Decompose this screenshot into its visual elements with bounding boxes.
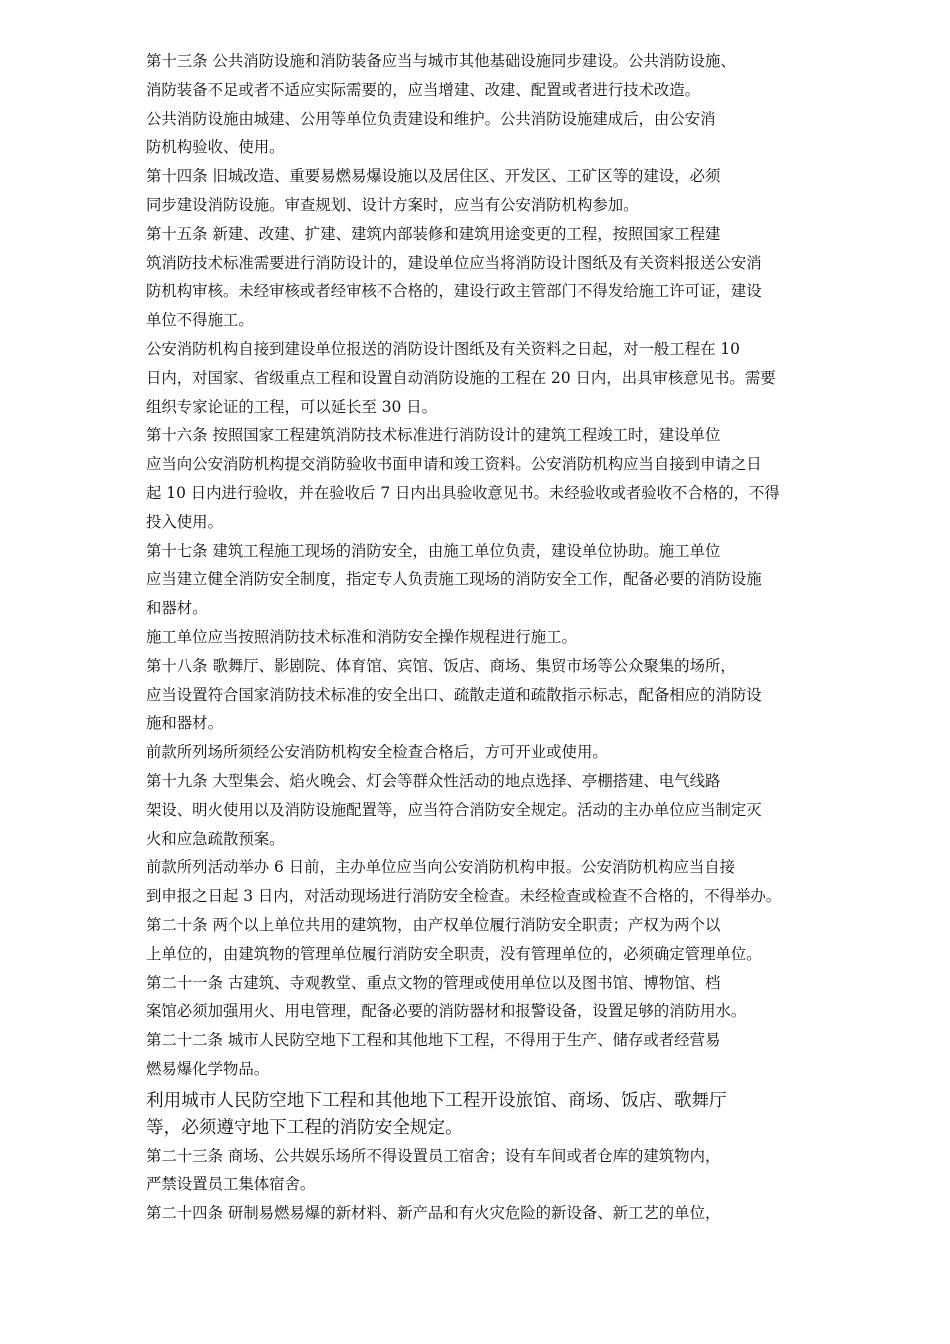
text-line: 燃易爆化学物品。	[146, 1059, 270, 1078]
text-line: 应当建立健全消防安全制度，指定专人负责施工现场的消防安全工作，配备必要的消防设施	[146, 570, 762, 589]
text-line: 组织专家论证的工程，可以延长至 30 日。	[146, 397, 438, 416]
text-line: 起 10 日内进行验收，并在验收后 7 日内出具验收意见书。未经验收或者验收不合格的，不得	[146, 483, 780, 502]
text-line: 日内，对国家、省级重点工程和设置自动消防设施的工程在 20 日内，出具审核意见书。需要	[146, 368, 776, 387]
text-line: 筑消防技术标准需要进行消防设计的，建设单位应当将消防设计图纸及有关资料报送公安消	[146, 253, 762, 272]
text-line: 第二十一条 古建筑、寺观教堂、重点文物的管理或使用单位以及图书馆、博物馆、档	[146, 973, 721, 992]
document-body	[146, 47, 846, 1228]
text-line: 防机构验收、使用。	[146, 138, 285, 157]
text-line: 第十五条 新建、改建、扩建、建筑内部装修和建筑用途变更的工程，按照国家工程建	[146, 224, 721, 243]
text-line: 第十四条 旧城改造、重要易燃易爆设施以及居住区、开发区、工矿区等的建设，必须	[146, 167, 721, 186]
text-line: 等，必须遵守地下工程的消防安全规定。	[146, 1117, 463, 1138]
text-line: 第二十四条 研制易燃易爆的新材料、新产品和有火灾危险的新设备、新工艺的单位，	[146, 1204, 721, 1223]
text-line: 公共消防设施由城建、公用等单位负责建设和维护。公共消防设施建成后，由公安消	[146, 109, 716, 128]
text-line: 单位不得施工。	[146, 311, 254, 330]
text-line: 利用城市人民防空地下工程和其他地下工程开设旅馆、商场、饭店、歌舞厅	[146, 1090, 727, 1111]
text-line: 火和应急疏散预案。	[146, 829, 285, 848]
text-line: 应当向公安消防机构提交消防验收书面申请和竣工资料。公安消防机构应当自接到申请之日	[146, 455, 762, 474]
text-line: 到申报之日起 3 日内，对活动现场进行消防安全检查。未经检查或检查不合格的，不得举办。	[146, 887, 782, 906]
text-line: 第二十二条 城市人民防空地下工程和其他地下工程，不得用于生产、储存或者经营易	[146, 1031, 721, 1050]
text-line: 前款所列场所须经公安消防机构安全检查合格后，方可开业或使用。	[146, 743, 608, 762]
text-line: 第十七条 建筑工程施工现场的消防安全，由施工单位负责，建设单位协助。施工单位	[146, 541, 721, 560]
text-line: 前款所列活动举办 6 日前，主办单位应当向公安消防机构申报。公安消防机构应当自接	[146, 858, 736, 877]
text-line: 第十八条 歌舞厅、影剧院、体育馆、宾馆、饭店、商场、集贸市场等公众聚集的场所，	[146, 656, 736, 675]
text-line: 施工单位应当按照消防技术标准和消防安全操作规程进行施工。	[146, 627, 577, 646]
text-line: 第十六条 按照国家工程建筑消防技术标准进行消防设计的建筑工程竣工时，建设单位	[146, 426, 721, 445]
text-line: 案馆必须加强用火、用电管理，配备必要的消防器材和报警设备，设置足够的消防用水。	[146, 1002, 747, 1021]
text-line: 上单位的，由建筑物的管理单位履行消防安全职责，没有管理单位的，必须确定管理单位。	[146, 944, 762, 963]
text-line: 消防装备不足或者不适应实际需要的，应当增建、改建、配置或者进行技术改造。	[146, 80, 701, 99]
text-line: 架设、明火使用以及消防设施配置等，应当符合消防安全规定。活动的主办单位应当制定灭	[146, 800, 762, 819]
text-line: 公安消防机构自接到建设单位报送的消防设计图纸及有关资料之日起，对一般工程在 10	[146, 339, 740, 358]
text-line: 和器材。	[146, 599, 208, 618]
text-line: 第二十条 两个以上单位共用的建筑物，由产权单位履行消防安全职责；产权为两个以	[146, 915, 721, 934]
text-line: 施和器材。	[146, 714, 223, 733]
text-line: 同步建设消防设施。审查规划、设计方案时，应当有公安消防机构参加。	[146, 195, 639, 214]
text-line: 第十三条 公共消防设施和消防装备应当与城市其他基础设施同步建设。公共消防设施、	[146, 52, 736, 70]
text-line: 第十九条 大型集会、焰火晚会、灯会等群众性活动的地点选择、亭棚搭建、电气线路	[146, 771, 721, 790]
text-line: 投入使用。	[146, 512, 223, 531]
text-line: 第二十三条 商场、公共娱乐场所不得设置员工宿舍；设有车间或者仓库的建筑物内，	[146, 1146, 721, 1165]
text-line: 应当设置符合国家消防技术标准的安全出口、疏散走道和疏散指示标志，配备相应的消防设	[146, 685, 762, 704]
text-line: 防机构审核。未经审核或者经审核不合格的，建设行政主管部门不得发给施工许可证，建设	[146, 282, 762, 301]
text-line: 严禁设置员工集体宿舍。	[146, 1175, 316, 1194]
